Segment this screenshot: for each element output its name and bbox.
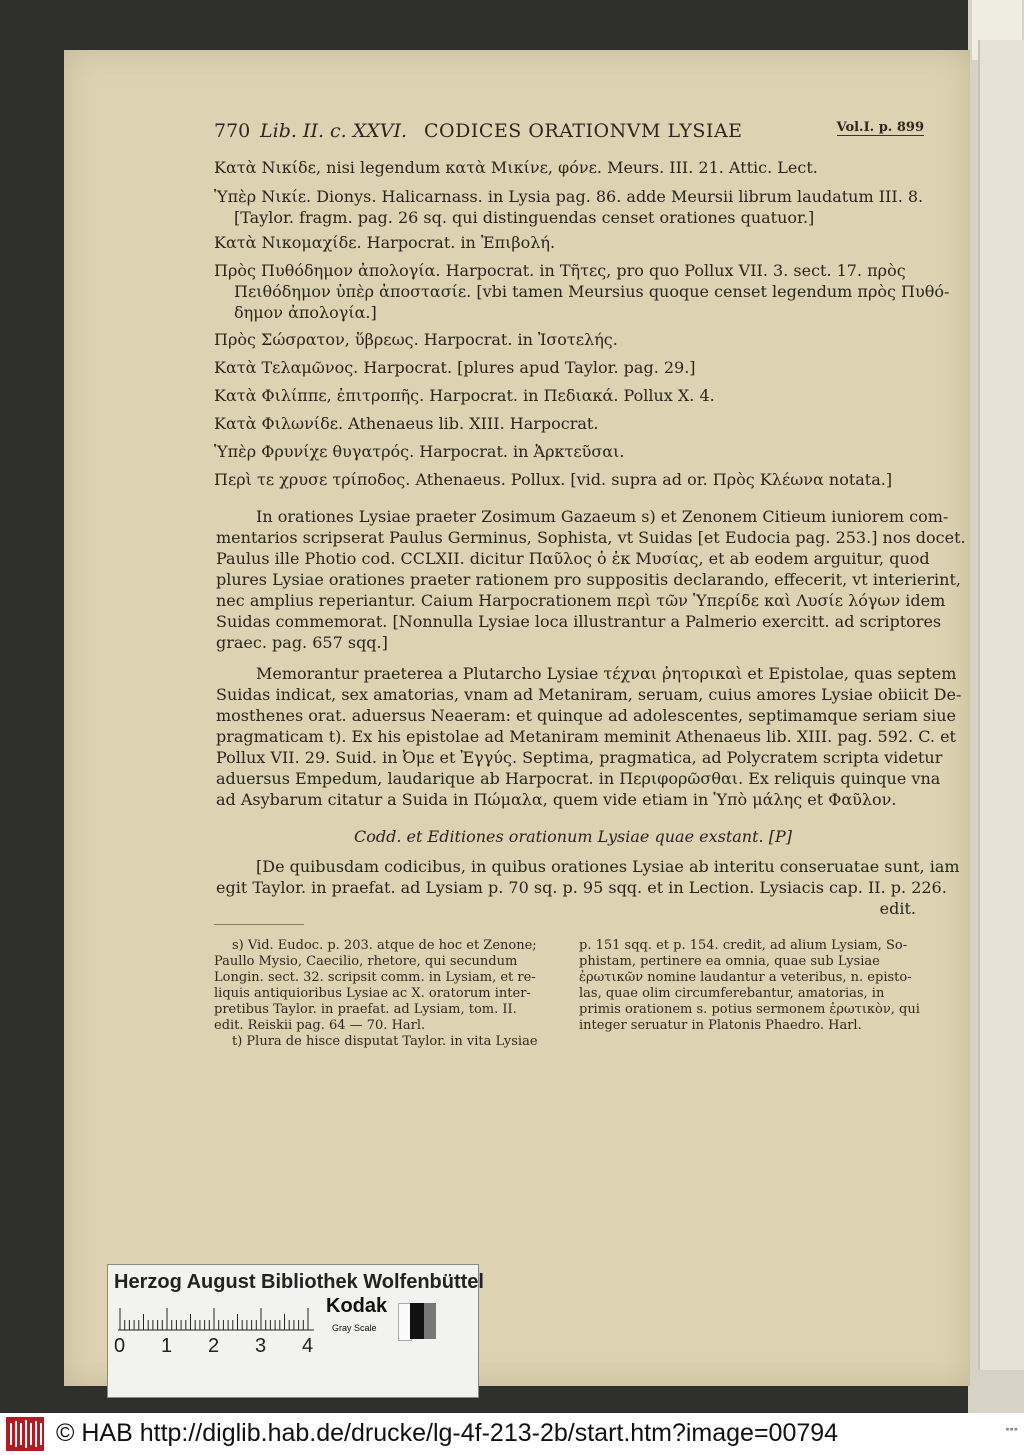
volume-reference: Vol.I. p. 899 <box>836 120 924 135</box>
source-url[interactable]: © HAB http://diglib.hab.de/drucke/lg-4f-213-2b/start.htm?image=00794 <box>56 1419 839 1447</box>
running-header <box>214 120 924 144</box>
institution-name: Herzog August Bibliothek Wolfenbüttel <box>114 1271 484 1293</box>
ruler-number: 0 <box>114 1335 126 1357</box>
gray-scale-patch <box>398 1303 436 1339</box>
entry-line: Περὶ τε χρυσε τρίποδος. Athenaeus. Pollux. [vid. supra ad or. Πρὸς Κλέωνα notata.] <box>214 470 893 489</box>
footnote-line: edit. Reiskii pag. 64 — 70. Harl. <box>214 1018 426 1033</box>
paragraph-line: egit Taylor. in praefat. ad Lysiam p. 70 sq. p. 95 sqq. et in Lection. Lysiacis cap. II. p. 226. <box>216 878 947 897</box>
paragraph-line: ad Asybarum citatur a Suida in Πώμαλα, quem vide etiam in Ὑπὸ μάλης et Φαῦλον. <box>216 790 897 809</box>
entry <box>214 469 924 490</box>
entry-line: Κατὰ Φιλίππε, ἐπιτροπῆς. Harpocrat. in Πεδιακά. Pollux X. 4. <box>214 386 715 405</box>
footnote-line: Longin. sect. 32. scripsit comm. in Lysiam, et re- <box>214 970 536 985</box>
paragraph-line: [De quibusdam codicibus, in quibus orationes Lysiae ab interitu conseruatae sunt, iam <box>256 857 960 876</box>
entry-line: Ὑπὲρ Νικίε. Dionys. Halicarnass. in Lysia pag. 86. adde Meursii librum laudatum III. 8. <box>214 187 924 206</box>
paragraph-line: Memorantur praeterea a Plutarcho Lysiae τέχναι ῥητορικαὶ et Epistolae, quas septem <box>256 664 957 683</box>
footnote-line: Paullo Mysio, Caecilio, rhetore, qui secundum <box>214 954 518 969</box>
entry-line: Κατὰ Φιλωνίδε. Athenaeus lib. XIII. Harpocrat. <box>214 414 599 433</box>
footnote-line: ἐρωτικῶν nomine laudantur a veteribus, n. episto- <box>579 970 912 985</box>
footnotes-right-column <box>579 938 924 1034</box>
footnote-line: las, quae olim circumferebantur, amatorias, in <box>579 986 885 1001</box>
entry <box>214 385 924 406</box>
page-title: CODICES ORATIONVM LYSIAE <box>424 120 743 142</box>
footnote-line: primis orationem s. potius sermonem ἐρωτικὸν, qui <box>579 1002 920 1017</box>
entry <box>214 357 924 378</box>
paragraph-line: plures Lysiae orationes praeter rationem pro suppositis declarando, effecerit, vt interierint, <box>216 570 961 589</box>
entry-line: Ὑπὲρ Φρυνίχε θυγατρός. Harpocrat. in Ἀρκτεῦσαι. <box>214 442 625 461</box>
paragraph-line: graec. pag. 657 sqq.] <box>216 633 388 652</box>
entry-line: Πειθόδημον ὑπὲρ ἀποστασίε. [vbi tamen Meursius quoque censet legendum πρὸς Πυθό- <box>234 282 950 301</box>
adjacent-page-edge <box>968 0 1024 1413</box>
paragraph-epistolae <box>216 663 962 810</box>
book-reference: Lib. II. c. XXVI. <box>260 120 408 142</box>
entry-line: δημον ἀπολογία.] <box>234 303 377 322</box>
footnote-divider <box>214 924 304 925</box>
color-reference-card <box>107 1264 484 1398</box>
page-number: 770 <box>214 120 251 142</box>
paragraph-line: mosthenes orat. aduersus Neaeram: et quinque ad adolescentes, septimamque seriam siue <box>216 706 956 725</box>
ruler-number: 3 <box>255 1335 267 1357</box>
paragraph-line: aduersus Empedum, laudarique ab Harpocrat. in Περιφορῶσθαι. Ex reliquis quinque vna <box>216 769 941 788</box>
entry <box>214 329 924 350</box>
entry-line: Πρὸς Σώσρατον, ὕβρεως. Harpocrat. in Ἰσοτελής. <box>214 330 618 349</box>
section-heading: Codd. et Editiones orationum Lysiae quae exstant. [P] <box>354 827 792 846</box>
paragraph-line: Pollux VII. 29. Suid. in Ὀμε et Ἐγγύς. Septima, pragmatica, ad Polycratem scripta videtur <box>216 748 943 767</box>
footnote-line: integer seruatur in Platonis Phaedro. Harl. <box>579 1018 862 1033</box>
footnote-line: liquis antiquioribus Lysiae ac X. oratorum inter- <box>214 986 531 1001</box>
paragraph-line: nec amplius reperiantur. Caium Harpocrationem περὶ τῶν Ὑπερίδε καὶ Λυσίε λόγων idem <box>216 591 946 610</box>
footnote-line: p. 151 sqq. et p. 154. credit, ad alium Lysiam, So- <box>579 938 908 953</box>
paragraph-codices <box>216 856 960 919</box>
paragraph-line: Paulus ille Photio cod. CCLXII. dicitur Παῦλος ὁ ἐκ Μυσίας, et ab eodem arguitur, quod <box>216 549 930 568</box>
footnote-line: pretibus Taylor. in praefat. ad Lysiam, tom. II. <box>214 1002 517 1017</box>
adjacent-page <box>978 40 1024 1370</box>
paragraph-line: Suidas commemorat. [Nonnulla Lysiae loca illustrantur a Palmerio exercitt. ad scriptores <box>216 612 942 631</box>
paragraph-line: Suidas indicat, sex amatorias, vnam ad Metaniram, seruam, cuius amores Lysiae obiicit De- <box>216 685 962 704</box>
paragraph-commentaries <box>216 506 966 653</box>
entry-line: Κατὰ Τελαμῶνος. Harpocrat. [plures apud Taylor. pag. 29.] <box>214 358 696 377</box>
entry <box>214 413 924 434</box>
gray-scale-label: Gray Scale <box>332 1323 377 1333</box>
footnote-line: phistam, pertinere ea omnia, quae sub Lysiae <box>579 954 880 969</box>
entry-line: Πρὸς Πυθόδημον ἀπολογία. Harpocrat. in Τῆτες, pro quo Pollux VII. 3. sect. 17. πρὸς <box>214 261 906 280</box>
entry-line: [Taylor. fragm. pag. 26 sq. qui distinguendas censet orationes quatuor.] <box>234 208 815 227</box>
kodak-logo: Kodak <box>326 1295 388 1317</box>
footer-bar <box>0 1413 1024 1455</box>
hab-logo-icon <box>6 1417 44 1451</box>
entry-line: Κατὰ Νικίδε, nisi legendum κατὰ Μικίνε, φόνε. Meurs. III. 21. Attic. Lect. <box>214 158 818 177</box>
scale-ruler <box>118 1305 318 1331</box>
paragraph-line: mentarios scripserat Paulus Germinus, Sophista, vt Suidas [et Eudocia pag. 253.] nos docet. <box>216 528 966 547</box>
footnote-line: s) Vid. Eudoc. p. 203. atque de hoc et Zenone; <box>232 938 537 953</box>
entry <box>214 232 924 253</box>
book-page <box>64 50 970 1386</box>
entry-line: Κατὰ Νικομαχίδε. Harpocrat. in Ἐπιβολή. <box>214 233 556 252</box>
ruler-number: 1 <box>161 1335 173 1357</box>
footnotes-left-column <box>214 938 564 1050</box>
paragraph-line: edit. <box>879 899 916 918</box>
entry <box>214 441 924 462</box>
entry <box>214 260 950 323</box>
entry <box>214 186 924 228</box>
ruler-number: 2 <box>208 1335 220 1357</box>
footnote-line: t) Plura de hisce disputat Taylor. in vita Lysiae <box>232 1034 538 1049</box>
entry <box>214 157 924 178</box>
footer-marker: ▪▪▪ <box>1005 1425 1018 1433</box>
paragraph-line: In orationes Lysiae praeter Zosimum Gazaeum s) et Zenonem Citieum iuniorem com- <box>256 507 949 526</box>
paragraph-line: pragmaticam t). Ex his epistolae ad Metaniram meminit Athenaeus lib. XIII. pag. 592. C. et <box>216 727 956 746</box>
ruler-number: 4 <box>302 1335 314 1357</box>
